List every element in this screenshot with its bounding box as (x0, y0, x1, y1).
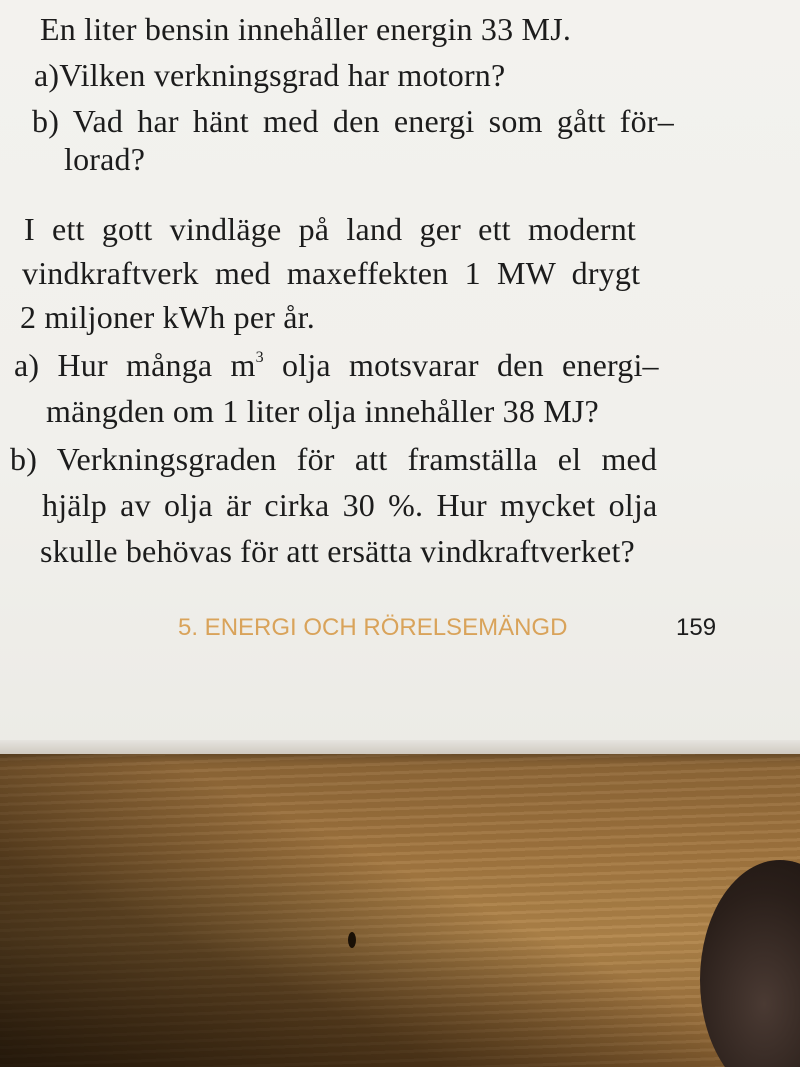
previous-a-label: a) (34, 57, 60, 93)
hand-shadow (0, 740, 800, 1067)
problem-a-unit-exponent: 3 (255, 349, 264, 366)
problem-a-text-after-unit: olja motsvarar den energi– (263, 347, 659, 383)
previous-problem-intro: En liter bensin innehåller energin 33 MJ. (40, 11, 572, 47)
problem-a-line1 (14, 342, 659, 388)
problem-a-label: a) (14, 347, 40, 383)
problem-b-label: b) (10, 441, 38, 477)
previous-a-text: Vilken verkningsgrad har motorn? (59, 57, 506, 93)
previous-b-text-line1: Vad har hänt med den energi som gått för– (72, 103, 674, 139)
chapter-title: 5. ENERGI OCH RÖRELSEMÄNGD (178, 614, 568, 641)
problem-intro-line3: 2 miljoner kWh per år. (20, 299, 315, 335)
page-edge (0, 740, 800, 754)
problem-a-line2: mängden om 1 liter olja innehåller 38 MJ? (46, 393, 599, 429)
problem-intro-line1: I ett gott vindläge på land ger ett modernt (24, 211, 636, 247)
problem-intro-line2: vindkraftverk med maxeffekten 1 MW drygt (22, 255, 641, 291)
problem-b-line1 (10, 436, 657, 482)
problem-b-line3: skulle behövas för att ersätta vindkraftverket? (40, 533, 635, 569)
previous-b-label: b) (32, 103, 60, 139)
page-number: 159 (676, 614, 717, 641)
problem-b-text-line1: Verkningsgraden för att framställa el med (56, 441, 658, 477)
previous-b-text-line2: lorad? (64, 141, 146, 177)
previous-problem-a (34, 52, 505, 98)
problem-b-line2: hjälp av olja är cirka 30 %. Hur mycket olja (42, 487, 658, 523)
problem-a-text-before-unit: Hur många m (57, 347, 256, 383)
